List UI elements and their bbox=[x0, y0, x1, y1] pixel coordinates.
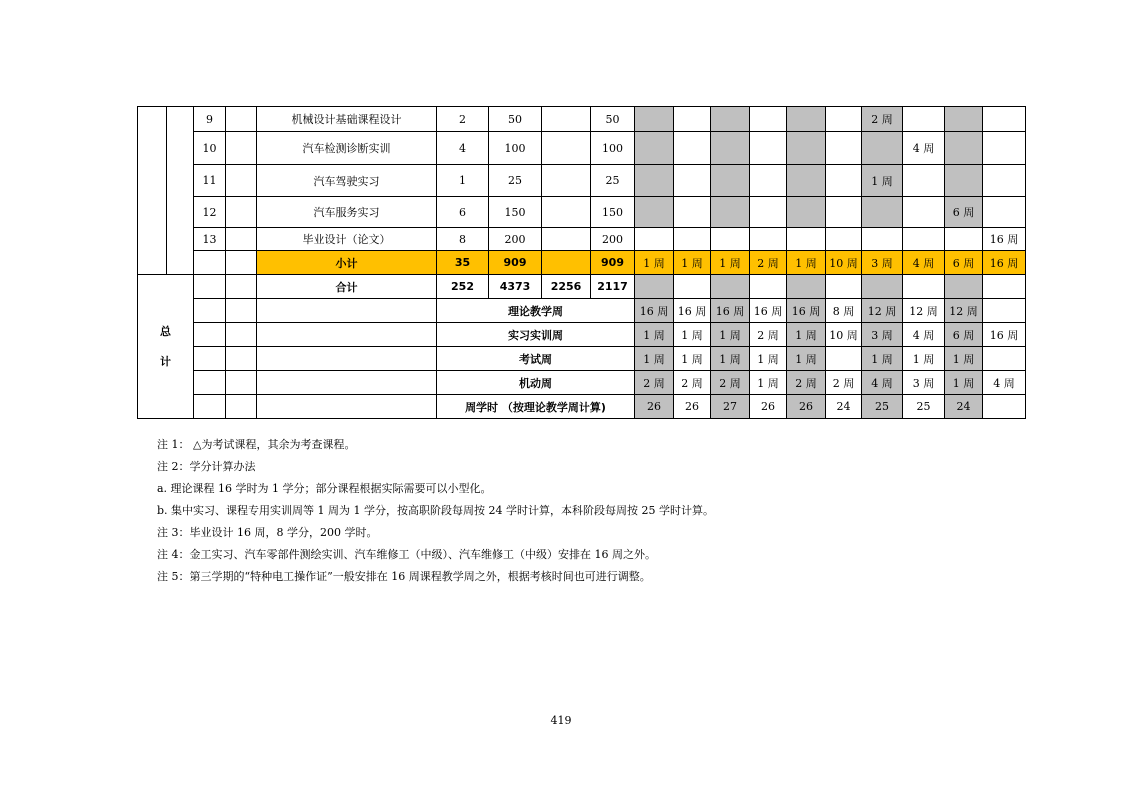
note-line: 注 4：金工实习、汽车零部件测绘实训、汽车维修工（中级）、汽车维修工（中级）安排在 16 周之外。 bbox=[157, 548, 656, 561]
theory-hours bbox=[542, 228, 591, 251]
practice-hours: 150 bbox=[591, 197, 635, 228]
week-cell bbox=[711, 165, 750, 197]
week-cell bbox=[711, 197, 750, 228]
week-cell bbox=[750, 275, 787, 299]
course-no: 11 bbox=[194, 165, 226, 197]
week-cell: 1 周 bbox=[787, 323, 826, 347]
week-cell: 12 周 bbox=[945, 299, 983, 323]
week-cell: 1 周 bbox=[635, 323, 674, 347]
week-cell: 24 bbox=[826, 395, 862, 419]
summary-row bbox=[138, 395, 1026, 419]
week-cell: 26 bbox=[674, 395, 711, 419]
week-cell: 1 周 bbox=[750, 371, 787, 395]
week-cell bbox=[750, 197, 787, 228]
week-cell bbox=[903, 165, 945, 197]
week-cell bbox=[787, 107, 826, 132]
note-line: 注 5：第三学期的“特种电工操作证”一般安排在 16 周课程教学周之外，根据考核时间也可进行调整。 bbox=[157, 570, 651, 583]
week-cell bbox=[674, 107, 711, 132]
week-cell: 1 周 bbox=[674, 347, 711, 371]
total-hours: 100 bbox=[489, 132, 542, 165]
week-cell bbox=[903, 197, 945, 228]
course-no bbox=[194, 347, 226, 371]
summary-row bbox=[138, 371, 1026, 395]
theory-hours bbox=[542, 251, 591, 275]
theory-hours bbox=[542, 107, 591, 132]
week-cell bbox=[983, 107, 1026, 132]
total-hours: 4373 bbox=[489, 275, 542, 299]
week-cell: 12 周 bbox=[903, 299, 945, 323]
table-row bbox=[138, 197, 1026, 228]
note-line: 注 3：毕业设计 16 周，8 学分，200 学时。 bbox=[157, 526, 378, 539]
week-cell: 16 周 bbox=[787, 299, 826, 323]
curriculum-table bbox=[137, 106, 1026, 419]
exam-mark bbox=[226, 228, 257, 251]
week-cell bbox=[674, 165, 711, 197]
practice-hours: 909 bbox=[591, 251, 635, 275]
week-cell bbox=[862, 197, 903, 228]
week-cell: 6 周 bbox=[945, 323, 983, 347]
summary-row bbox=[138, 323, 1026, 347]
week-cell: 3 周 bbox=[862, 323, 903, 347]
week-cell bbox=[945, 165, 983, 197]
week-cell: 25 bbox=[903, 395, 945, 419]
course-name bbox=[257, 371, 437, 395]
week-cell: 1 周 bbox=[711, 323, 750, 347]
week-cell bbox=[903, 275, 945, 299]
category-cell bbox=[138, 107, 167, 275]
week-cell: 24 bbox=[945, 395, 983, 419]
summary-label: 机动周 bbox=[437, 371, 635, 395]
exam-mark bbox=[226, 251, 257, 275]
week-cell bbox=[945, 228, 983, 251]
total-hours: 200 bbox=[489, 228, 542, 251]
total-hours: 25 bbox=[489, 165, 542, 197]
total-hours: 150 bbox=[489, 197, 542, 228]
week-cell bbox=[674, 275, 711, 299]
week-cell: 4 周 bbox=[903, 323, 945, 347]
total-label bbox=[138, 275, 194, 419]
week-cell bbox=[787, 197, 826, 228]
week-cell bbox=[674, 228, 711, 251]
week-cell bbox=[826, 197, 862, 228]
week-cell bbox=[750, 107, 787, 132]
week-cell bbox=[787, 132, 826, 165]
week-cell: 16 周 bbox=[674, 299, 711, 323]
credit: 4 bbox=[437, 132, 489, 165]
course-name: 机械设计基础课程设计 bbox=[257, 107, 437, 132]
week-cell: 4 周 bbox=[903, 251, 945, 275]
week-cell: 2 周 bbox=[674, 371, 711, 395]
exam-mark bbox=[226, 107, 257, 132]
practice-hours: 25 bbox=[591, 165, 635, 197]
summary-row bbox=[138, 299, 1026, 323]
course-name bbox=[257, 347, 437, 371]
total-label-char: 总 bbox=[160, 324, 171, 338]
exam-mark bbox=[226, 275, 257, 299]
theory-hours bbox=[542, 132, 591, 165]
theory-hours: 2256 bbox=[542, 275, 591, 299]
credit: 1 bbox=[437, 165, 489, 197]
week-cell bbox=[711, 228, 750, 251]
week-cell bbox=[826, 347, 862, 371]
week-cell: 16 周 bbox=[983, 323, 1026, 347]
week-cell: 1 周 bbox=[903, 347, 945, 371]
credit: 252 bbox=[437, 275, 489, 299]
credit: 35 bbox=[437, 251, 489, 275]
week-cell: 26 bbox=[787, 395, 826, 419]
week-cell: 26 bbox=[635, 395, 674, 419]
total-hours: 909 bbox=[489, 251, 542, 275]
week-cell bbox=[750, 132, 787, 165]
course-name bbox=[257, 323, 437, 347]
note-line: a. 理论课程 16 学时为 1 学分；部分课程根据实际需要可以小型化。 bbox=[157, 482, 492, 495]
week-cell bbox=[862, 132, 903, 165]
subtotal-label: 小计 bbox=[257, 251, 437, 275]
total-hours: 50 bbox=[489, 107, 542, 132]
week-cell: 1 周 bbox=[674, 251, 711, 275]
week-cell bbox=[983, 165, 1026, 197]
week-cell: 26 bbox=[750, 395, 787, 419]
week-cell bbox=[983, 132, 1026, 165]
week-cell: 2 周 bbox=[750, 251, 787, 275]
week-cell bbox=[635, 132, 674, 165]
course-no bbox=[194, 395, 226, 419]
practice-hours: 100 bbox=[591, 132, 635, 165]
exam-mark bbox=[226, 395, 257, 419]
notes-section bbox=[157, 434, 714, 588]
week-cell bbox=[787, 275, 826, 299]
week-cell: 1 周 bbox=[862, 347, 903, 371]
week-cell: 16 周 bbox=[635, 299, 674, 323]
exam-mark bbox=[226, 347, 257, 371]
week-cell: 4 周 bbox=[903, 132, 945, 165]
grand-label: 合计 bbox=[257, 275, 437, 299]
week-cell: 2 周 bbox=[750, 323, 787, 347]
week-cell bbox=[983, 299, 1026, 323]
table-row bbox=[138, 228, 1026, 251]
summary-label: 实习实训周 bbox=[437, 323, 635, 347]
week-cell: 2 周 bbox=[862, 107, 903, 132]
week-cell bbox=[787, 228, 826, 251]
week-cell: 3 周 bbox=[903, 371, 945, 395]
course-no bbox=[194, 323, 226, 347]
course-name: 汽车服务实习 bbox=[257, 197, 437, 228]
week-cell: 3 周 bbox=[862, 251, 903, 275]
week-cell bbox=[826, 132, 862, 165]
course-no: 9 bbox=[194, 107, 226, 132]
course-no: 13 bbox=[194, 228, 226, 251]
week-cell: 1 周 bbox=[945, 347, 983, 371]
course-name: 汽车驾驶实习 bbox=[257, 165, 437, 197]
week-cell: 1 周 bbox=[674, 323, 711, 347]
table-row bbox=[138, 132, 1026, 165]
exam-mark bbox=[226, 371, 257, 395]
week-cell: 2 周 bbox=[787, 371, 826, 395]
week-cell bbox=[787, 165, 826, 197]
practice-hours: 50 bbox=[591, 107, 635, 132]
course-name bbox=[257, 395, 437, 419]
week-cell: 10 周 bbox=[826, 251, 862, 275]
course-no bbox=[194, 275, 226, 299]
week-cell bbox=[674, 132, 711, 165]
week-cell: 16 周 bbox=[711, 299, 750, 323]
week-cell: 1 周 bbox=[635, 347, 674, 371]
week-cell bbox=[674, 197, 711, 228]
week-cell: 1 周 bbox=[787, 251, 826, 275]
week-cell bbox=[983, 395, 1026, 419]
week-cell bbox=[635, 228, 674, 251]
subcategory-cell bbox=[167, 107, 194, 275]
week-cell: 2 周 bbox=[826, 371, 862, 395]
exam-mark bbox=[226, 197, 257, 228]
summary-label: 考试周 bbox=[437, 347, 635, 371]
week-cell: 6 周 bbox=[945, 197, 983, 228]
week-cell: 6 周 bbox=[945, 251, 983, 275]
week-cell: 25 bbox=[862, 395, 903, 419]
note-line: 注 1： △为考试课程，其余为考查课程。 bbox=[157, 438, 356, 451]
week-cell bbox=[826, 228, 862, 251]
course-no bbox=[194, 251, 226, 275]
week-cell: 4 周 bbox=[983, 371, 1026, 395]
week-cell: 12 周 bbox=[862, 299, 903, 323]
week-cell bbox=[711, 107, 750, 132]
week-cell bbox=[862, 275, 903, 299]
week-cell bbox=[711, 275, 750, 299]
week-cell bbox=[750, 228, 787, 251]
practice-hours: 200 bbox=[591, 228, 635, 251]
week-cell bbox=[635, 197, 674, 228]
week-cell: 16 周 bbox=[983, 228, 1026, 251]
theory-hours bbox=[542, 165, 591, 197]
week-cell: 8 周 bbox=[826, 299, 862, 323]
week-cell: 27 bbox=[711, 395, 750, 419]
week-cell: 2 周 bbox=[711, 371, 750, 395]
week-cell bbox=[635, 107, 674, 132]
week-cell bbox=[635, 275, 674, 299]
theory-hours bbox=[542, 197, 591, 228]
week-cell bbox=[750, 165, 787, 197]
exam-mark bbox=[226, 299, 257, 323]
subtotal-row bbox=[138, 251, 1026, 275]
page-number: 419 bbox=[550, 714, 572, 727]
week-cell: 1 周 bbox=[711, 347, 750, 371]
week-cell bbox=[826, 165, 862, 197]
summary-label: 理论教学周 bbox=[437, 299, 635, 323]
week-cell: 10 周 bbox=[826, 323, 862, 347]
week-cell bbox=[945, 275, 983, 299]
table-row bbox=[138, 107, 1026, 132]
total-label-char: 计 bbox=[160, 354, 171, 368]
week-cell: 2 周 bbox=[635, 371, 674, 395]
course-no bbox=[194, 299, 226, 323]
grand-total-row bbox=[138, 275, 1026, 299]
course-no bbox=[194, 371, 226, 395]
credit: 2 bbox=[437, 107, 489, 132]
note-line: 注 2：学分计算办法 bbox=[157, 460, 256, 473]
week-cell bbox=[635, 165, 674, 197]
course-no: 10 bbox=[194, 132, 226, 165]
summary-label: 周学时 （按理论教学周计算) bbox=[437, 395, 635, 419]
week-cell bbox=[983, 347, 1026, 371]
table-row bbox=[138, 165, 1026, 197]
week-cell bbox=[826, 107, 862, 132]
course-no: 12 bbox=[194, 197, 226, 228]
week-cell bbox=[711, 132, 750, 165]
note-line: b. 集中实习、课程专用实训周等 1 周为 1 学分，按高职阶段每周按 24 学时计算，本科阶段每周按 25 学时计算。 bbox=[157, 504, 714, 517]
week-cell bbox=[983, 197, 1026, 228]
week-cell: 16 周 bbox=[983, 251, 1026, 275]
week-cell: 16 周 bbox=[750, 299, 787, 323]
exam-mark bbox=[226, 132, 257, 165]
week-cell bbox=[945, 132, 983, 165]
course-name bbox=[257, 299, 437, 323]
credit: 6 bbox=[437, 197, 489, 228]
exam-mark bbox=[226, 165, 257, 197]
week-cell bbox=[945, 107, 983, 132]
week-cell: 1 周 bbox=[711, 251, 750, 275]
week-cell: 4 周 bbox=[862, 371, 903, 395]
exam-mark bbox=[226, 323, 257, 347]
week-cell bbox=[903, 107, 945, 132]
practice-hours: 2117 bbox=[591, 275, 635, 299]
week-cell: 1 周 bbox=[635, 251, 674, 275]
week-cell bbox=[862, 228, 903, 251]
week-cell: 1 周 bbox=[787, 347, 826, 371]
credit: 8 bbox=[437, 228, 489, 251]
summary-row bbox=[138, 347, 1026, 371]
week-cell: 1 周 bbox=[945, 371, 983, 395]
week-cell: 1 周 bbox=[862, 165, 903, 197]
week-cell bbox=[826, 275, 862, 299]
week-cell: 1 周 bbox=[750, 347, 787, 371]
week-cell bbox=[903, 228, 945, 251]
course-name: 毕业设计（论文） bbox=[257, 228, 437, 251]
course-name: 汽车检测诊断实训 bbox=[257, 132, 437, 165]
week-cell bbox=[983, 275, 1026, 299]
